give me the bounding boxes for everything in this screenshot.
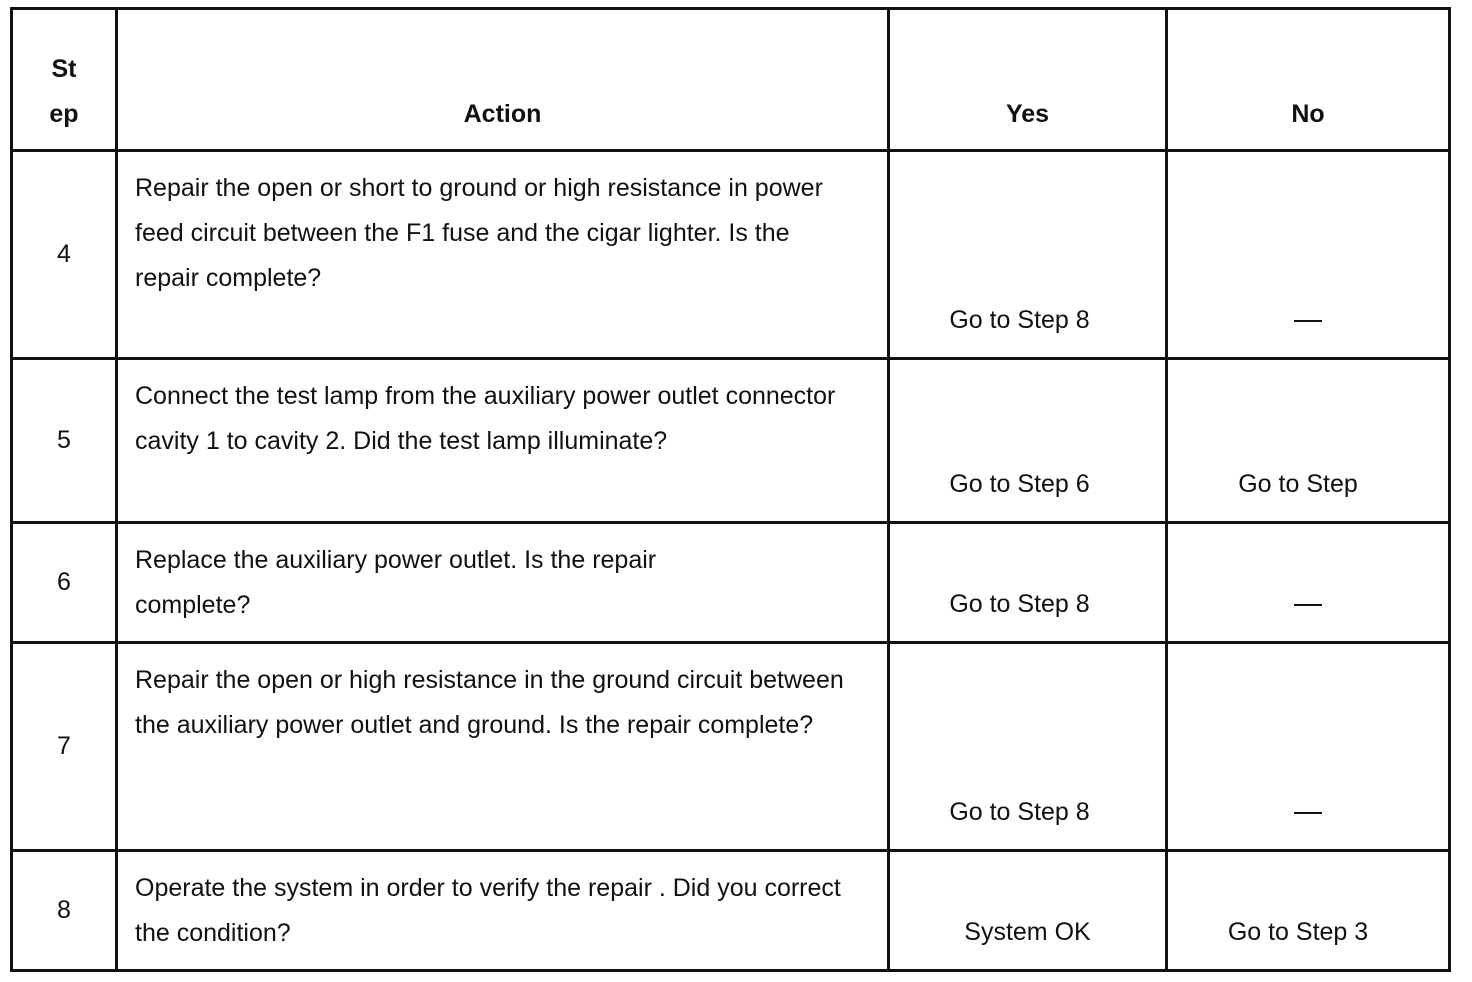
- yes-result: Go to Step 6: [889, 359, 1167, 523]
- header-step: St ep: [12, 9, 117, 151]
- dash-icon: [1294, 320, 1322, 322]
- action-text: Repair the open or short to ground or high resistance in power feed circuit between the F1 fuse and the cigar lighter. Is the repair complete?: [117, 151, 889, 359]
- no-result: Go to Step 3: [1167, 851, 1450, 971]
- no-result: Go to Step: [1167, 359, 1450, 523]
- yes-result: Go to Step 8: [889, 643, 1167, 851]
- yes-result: Go to Step 8: [889, 151, 1167, 359]
- dash-icon: [1294, 604, 1322, 606]
- step-number: 6: [12, 523, 117, 643]
- no-result: [1167, 523, 1450, 643]
- step-number: 5: [12, 359, 117, 523]
- table-row: [12, 359, 1450, 523]
- action-text: Connect the test lamp from the auxiliary power outlet connector cavity 1 to cavity 2. Did the test lamp illuminate?: [117, 359, 889, 523]
- step-number: 8: [12, 851, 117, 971]
- table-row: [12, 151, 1450, 359]
- action-text: Replace the auxiliary power outlet. Is the repair complete?: [117, 523, 889, 643]
- table-row: [12, 643, 1450, 851]
- yes-result: System OK: [889, 851, 1167, 971]
- no-result: [1167, 643, 1450, 851]
- action-text: Operate the system in order to verify the repair . Did you correct the condition?: [117, 851, 889, 971]
- header-no: No: [1167, 9, 1450, 151]
- header-yes: Yes: [889, 9, 1167, 151]
- yes-result: Go to Step 8: [889, 523, 1167, 643]
- diagnostic-table: [10, 7, 1451, 972]
- no-result: [1167, 151, 1450, 359]
- table-header-row: [12, 9, 1450, 151]
- header-action: Action: [117, 9, 889, 151]
- table-row: [12, 851, 1450, 971]
- dash-icon: [1294, 812, 1322, 814]
- step-number: 4: [12, 151, 117, 359]
- action-text: Repair the open or high resistance in the ground circuit between the auxiliary power outlet and ground. Is the repair complete?: [117, 643, 889, 851]
- step-number: 7: [12, 643, 117, 851]
- table-row: [12, 523, 1450, 643]
